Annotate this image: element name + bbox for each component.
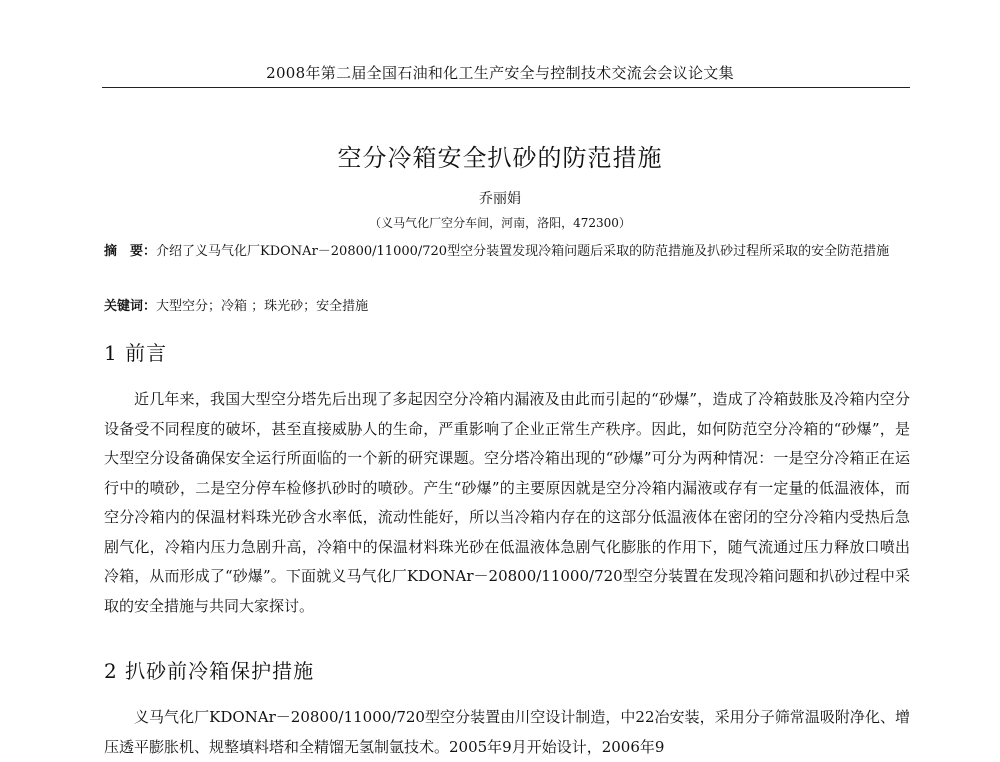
- paper-author: 乔丽娟: [479, 191, 521, 207]
- keywords-text: 大型空分；冷箱 ；珠光砂；安全措施: [156, 299, 369, 314]
- section-heading-1: 1 前言: [104, 341, 168, 365]
- keywords: [104, 296, 908, 318]
- abstract-label: 摘 要：: [104, 244, 157, 259]
- section-body-2: 义马气化厂KDONAr－20800/11000/720型空分装置由川空设计制造，中22冶安装，采用分子筛常温吸附净化、增压透平膨胀机、规整填料塔和全精馏无氢制氩技术。2005年9月开始设计，2006年9: [104, 708, 910, 756]
- abstract-text: 介绍了义马气化厂KDONAr－20800/11000/720型空分装置发现冷箱问题后采取的防范措施及扒砂过程所采取的安全防范措施: [156, 244, 890, 259]
- paper-affiliation: （义马气化厂空分车间，河南，洛阳，472300）: [369, 216, 631, 230]
- header-rule: [102, 87, 910, 88]
- abstract: [104, 239, 908, 265]
- section-body-1: 近几年来，我国大型空分塔先后出现了多起因空分冷箱内漏液及由此而引起的“砂爆”，造成了冷箱鼓胀及冷箱内空分设备受不同程度的破坏，甚至直接威胁人的生命，严重影响了企业正常生产秩序。因此，如何防范空分冷箱的“砂爆”，是大型空分设备确保安全运行所面临的一个新的研究课题。空分塔冷箱出现的“砂爆”可分为两种情况：一是空分冷箱正在运行中的喷砂，二是空分停车检修扒砂时的喷砂。产生“砂爆”的主要原因就是空分冷箱内漏液或存有一定量的低温液体，而空分冷箱内的保温材料珠光砂含水率低，流动性能好，所以当冷箱内存在的这部分低温液体在密闭的空分冷箱内受热后急剧气化，冷箱内压力急剧升高，冷箱中的保温材料珠光砂在低温液体急剧气化膨胀的作用下，随气流通过压力释放口喷出冷箱，从而形成了“砂爆”。下面就义马气化厂KDONAr－20800/11000/720型空分装置在发现冷箱问题和扒砂过程中采取的安全措施与共同大家探讨。: [104, 390, 910, 615]
- section-heading-2: 2 扒砂前冷箱保护措施: [104, 659, 315, 683]
- keywords-label: 关键词：: [104, 299, 157, 314]
- paper-title: 空分冷箱安全扒砂的防范措施: [337, 144, 663, 172]
- proceedings-header: 2008年第二届全国石油和化工生产安全与控制技术交流会会议论文集: [266, 64, 734, 82]
